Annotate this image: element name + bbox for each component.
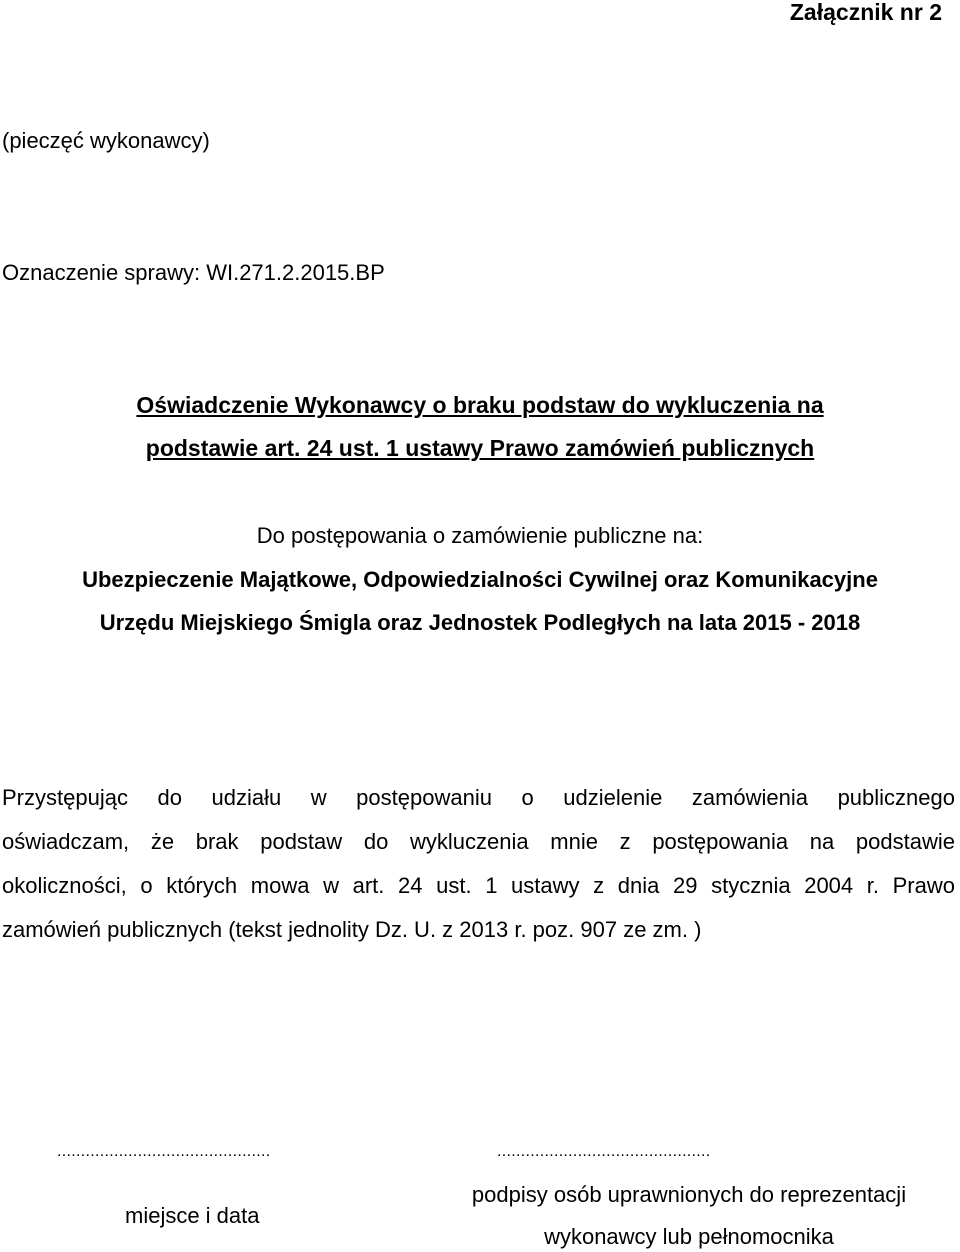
place-date-label: miejsce i data <box>125 1203 260 1228</box>
place-date-signature-line: ............................................. <box>57 1143 271 1160</box>
declaration-line-1: Przystępując do udziału w postępowaniu o udzielenie zamówienia publicznego <box>2 785 955 810</box>
procurement-intro: Do postępowania o zamówienie publiczne na: <box>256 523 704 548</box>
declaration-line-4: zamówień publicznych (tekst jednolity Dz. U. z 2013 r. poz. 907 ze zm. ) <box>2 917 702 942</box>
document-title-line-1: Oświadczenie Wykonawcy o braku podstaw do wykluczenia na <box>136 392 824 418</box>
declaration-line-3: okoliczności, o których mowa w art. 24 ust. 1 ustawy z dnia 29 stycznia 2004 r. Prawo <box>2 873 955 898</box>
authorized-signers-label-line-1: podpisy osób uprawnionych do reprezentacji <box>471 1182 907 1207</box>
authorized-signature-line: ............................................. <box>497 1143 711 1160</box>
case-reference: Oznaczenie sprawy: WI.271.2.2015.BP <box>2 260 385 285</box>
attachment-number: Załącznik nr 2 <box>789 0 942 25</box>
procurement-subject-line-2: Urzędu Miejskiego Śmigla oraz Jednostek Podległych na lata 2015 - 2018 <box>99 610 861 635</box>
procurement-subject-line-1: Ubezpieczenie Majątkowe, Odpowiedzialności Cywilnej oraz Komunikacyjne <box>82 567 878 592</box>
declaration-line-2: oświadczam, że brak podstaw do wykluczenia mnie z postępowania na podstawie <box>2 829 955 854</box>
authorized-signers-label-line-2: wykonawcy lub pełnomocnika <box>544 1224 834 1249</box>
document-title-line-2: podstawie art. 24 ust. 1 ustawy Prawo zamówień publicznych <box>145 435 815 461</box>
contractor-stamp-label: (pieczęć wykonawcy) <box>2 128 210 153</box>
